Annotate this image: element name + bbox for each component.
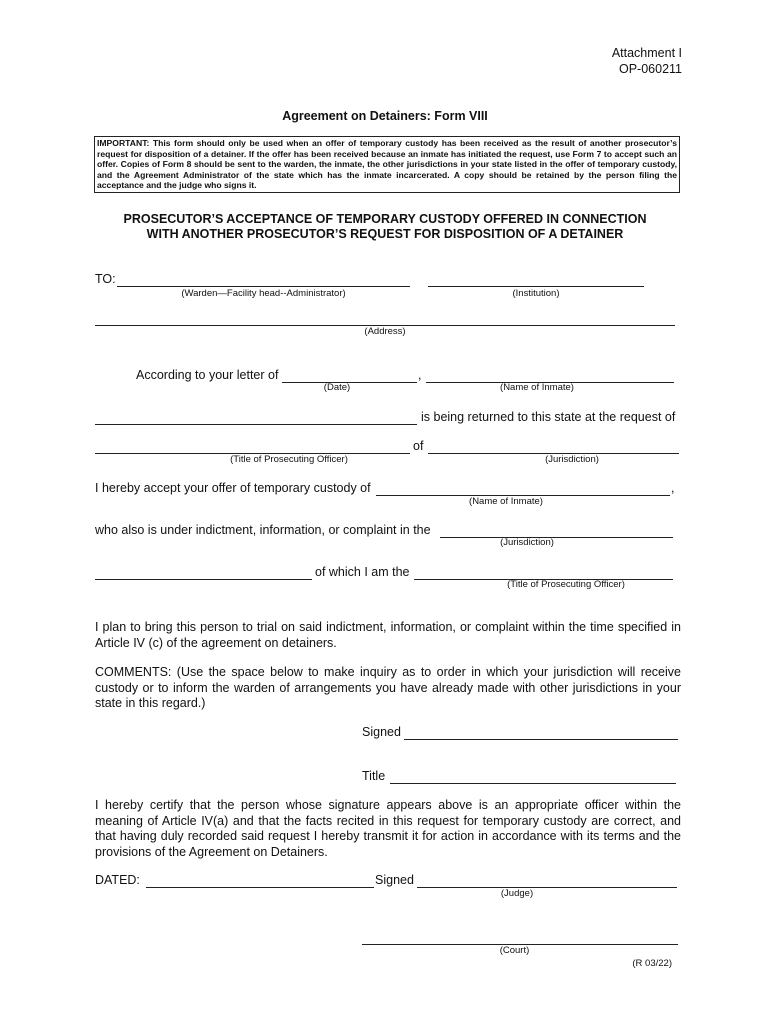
- letter-inmate-caption: (Name of Inmate): [500, 382, 574, 393]
- warden-caption: (Warden—Facility head--Administrator): [181, 288, 346, 299]
- dated-line: [146, 887, 374, 888]
- heading-line-2: WITH ANOTHER PROSECUTOR’S REQUEST FOR DISPOSITION OF A DETAINER: [146, 227, 624, 241]
- court-input[interactable]: [362, 929, 678, 944]
- prosecutor-signature-input[interactable]: [404, 724, 678, 739]
- my-title-input[interactable]: [414, 564, 673, 579]
- address-input[interactable]: [95, 310, 675, 325]
- accept-inmate-caption: (Name of Inmate): [469, 496, 543, 507]
- returning-name-input[interactable]: [95, 409, 417, 424]
- form-title: Agreement on Detainers: Form VIII: [282, 109, 488, 123]
- requesting-title-caption: (Title of Prosecuting Officer): [230, 454, 348, 465]
- certify-paragraph: I hereby certify that the person whose signature appears above is an appropriate officer within the meaning of Article IV(a) and that the facts recited in this request for temporary custody are correct, and that having duly recorded said request I hereby transmit it for action in accordance with its terms and the provisions of the Agreement on Detainers.: [95, 798, 681, 859]
- revision-code: (R 03/22): [632, 958, 672, 969]
- important-notice: IMPORTANT: This form should only be used when an offer of temporary custody has been received as the result of another prosecutor’s request for disposition of a detainer. If the offer has been received because an inmate has initiated the request, use Form 7 to accept such an offer. Copies of Form 8 should be sent to the warden, the inmate, the other jurisdictions in your state listed in the offer of temporary custody, and the Agreement Administrator of the state which has the inmate incarcerated. A copy should be retained by the person filing the acceptance and the judge who signs it.: [94, 136, 680, 193]
- prosecutor-signature-line: [404, 739, 678, 740]
- institution-caption: (Institution): [512, 288, 560, 299]
- accept-inmate-input[interactable]: [376, 480, 670, 495]
- returning-text: is being returned to this state at the request of: [421, 410, 676, 424]
- which-jurisdiction-input[interactable]: [95, 564, 312, 579]
- heading-line-1: PROSECUTOR’S ACCEPTANCE OF TEMPORARY CUSTODY OFFERED IN CONNECTION: [123, 212, 647, 226]
- title-label: Title: [362, 769, 386, 783]
- plan-paragraph: I plan to bring this person to trial on said indictment, information, or complaint within the time specified in Article IV (c) of the agreement on detainers.: [95, 620, 681, 650]
- dated-label: DATED:: [95, 873, 140, 887]
- requesting-jurisdiction-input[interactable]: [428, 438, 679, 453]
- signed-label: Signed: [362, 725, 401, 739]
- warden-line: [117, 286, 410, 287]
- indictment-jurisdiction-input[interactable]: [440, 522, 673, 537]
- accept-text: I hereby accept your offer of temporary custody of: [95, 481, 371, 495]
- dated-input[interactable]: [146, 872, 374, 887]
- to-label: TO:: [95, 272, 116, 286]
- indictment-text: who also is under indictment, information, or complaint in the: [95, 523, 431, 537]
- judge-signed-label: Signed: [375, 873, 414, 887]
- court-caption: (Court): [499, 945, 530, 956]
- requesting-jurisdiction-caption: (Jurisdiction): [545, 454, 599, 465]
- which-i-am-text: of which I am the: [315, 565, 410, 579]
- letter-comma: ,: [418, 368, 422, 382]
- of-word: of: [413, 439, 424, 453]
- institution-input[interactable]: [428, 271, 644, 286]
- my-title-caption: (Title of Prosecuting Officer): [507, 579, 625, 590]
- letter-date-input[interactable]: [282, 367, 417, 382]
- date-caption: (Date): [323, 382, 351, 393]
- attachment-label: Attachment I: [611, 46, 682, 60]
- letter-inmate-input[interactable]: [426, 367, 674, 382]
- institution-line: [428, 286, 644, 287]
- judge-signature-input[interactable]: [417, 872, 677, 887]
- indictment-jurisdiction-caption: (Jurisdiction): [500, 537, 554, 548]
- returning-name-line: [95, 424, 417, 425]
- op-number: OP-060211: [618, 62, 682, 76]
- comments-paragraph: COMMENTS: (Use the space below to make inquiry as to order in which your jurisdiction will receive custody or to inform the warden of arrangements you have already made with other jurisdictions in your state in this regard.): [95, 665, 681, 710]
- address-caption: (Address): [364, 326, 406, 337]
- accept-comma: ,: [671, 481, 675, 495]
- prosecutor-title-input[interactable]: [390, 768, 676, 783]
- warden-input[interactable]: [117, 271, 410, 286]
- requesting-title-input[interactable]: [95, 438, 410, 453]
- letter-text: According to your letter of: [136, 368, 279, 382]
- which-jurisdiction-line: [95, 579, 312, 580]
- judge-caption: (Judge): [500, 888, 534, 899]
- prosecutor-title-line: [390, 783, 676, 784]
